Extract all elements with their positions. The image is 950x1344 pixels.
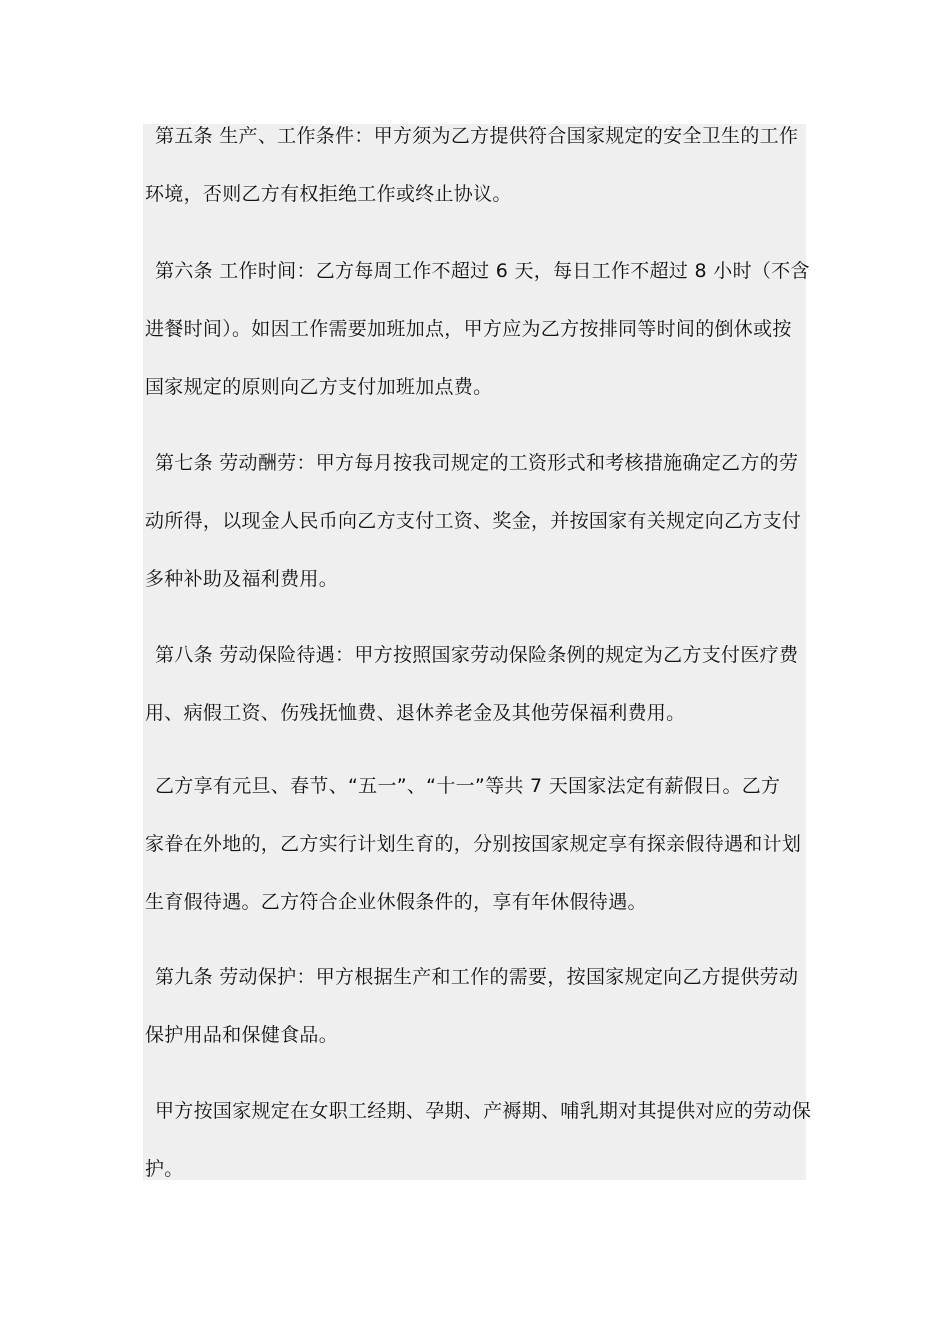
article-6-line-2: 进餐时间）。如因工作需要加班加点，甲方应为乙方按排同等时间的倒休或按 bbox=[145, 318, 792, 340]
holiday-line-1: 乙方享有元旦、春节、“五一”、“十一”等共 7 天国家法定有薪假日。乙方 bbox=[155, 775, 781, 797]
article-5-line-2: 环境，否则乙方有权拒绝工作或终止协议。 bbox=[145, 183, 512, 205]
holiday-line-3: 生育假待遇。乙方符合企业休假条件的，享有年休假待遇。 bbox=[145, 891, 647, 913]
article-7-line-2: 动所得，以现金人民币向乙方支付工资、奖金，并按国家有关规定向乙方支付 bbox=[145, 510, 802, 532]
female-protection-line-2: 护。 bbox=[145, 1158, 184, 1180]
article-5-line-1: 第五条 生产、工作条件：甲方须为乙方提供符合国家规定的安全卫生的工作 bbox=[155, 125, 799, 147]
holiday-line-2: 家眷在外地的，乙方实行计划生育的，分别按国家规定享有探亲假待遇和计划 bbox=[145, 833, 802, 855]
article-7-line-3: 多种补助及福利费用。 bbox=[145, 568, 339, 590]
article-9-line-1: 第九条 劳动保护：甲方根据生产和工作的需要，按国家规定向乙方提供劳动 bbox=[155, 966, 799, 988]
article-6-line-1: 第六条 工作时间：乙方每周工作不超过 6 天，每日工作不超过 8 小时（不含 bbox=[155, 260, 810, 282]
article-8-line-1: 第八条 劳动保险待遇：甲方按照国家劳动保险条例的规定为乙方支付医疗费 bbox=[155, 644, 799, 666]
article-7-line-1: 第七条 劳动酬劳：甲方每月按我司规定的工资形式和考核措施确定乙方的劳 bbox=[155, 452, 799, 474]
article-6-line-3: 国家规定的原则向乙方支付加班加点费。 bbox=[145, 376, 493, 398]
article-9-line-2: 保护用品和保健食品。 bbox=[145, 1024, 339, 1046]
article-8-line-2: 用、病假工资、伤残抚恤费、退休养老金及其他劳保福利费用。 bbox=[145, 702, 686, 724]
female-protection-line-1: 甲方按国家规定在女职工经期、孕期、产褥期、哺乳期对其提供对应的劳动保 bbox=[155, 1100, 812, 1122]
